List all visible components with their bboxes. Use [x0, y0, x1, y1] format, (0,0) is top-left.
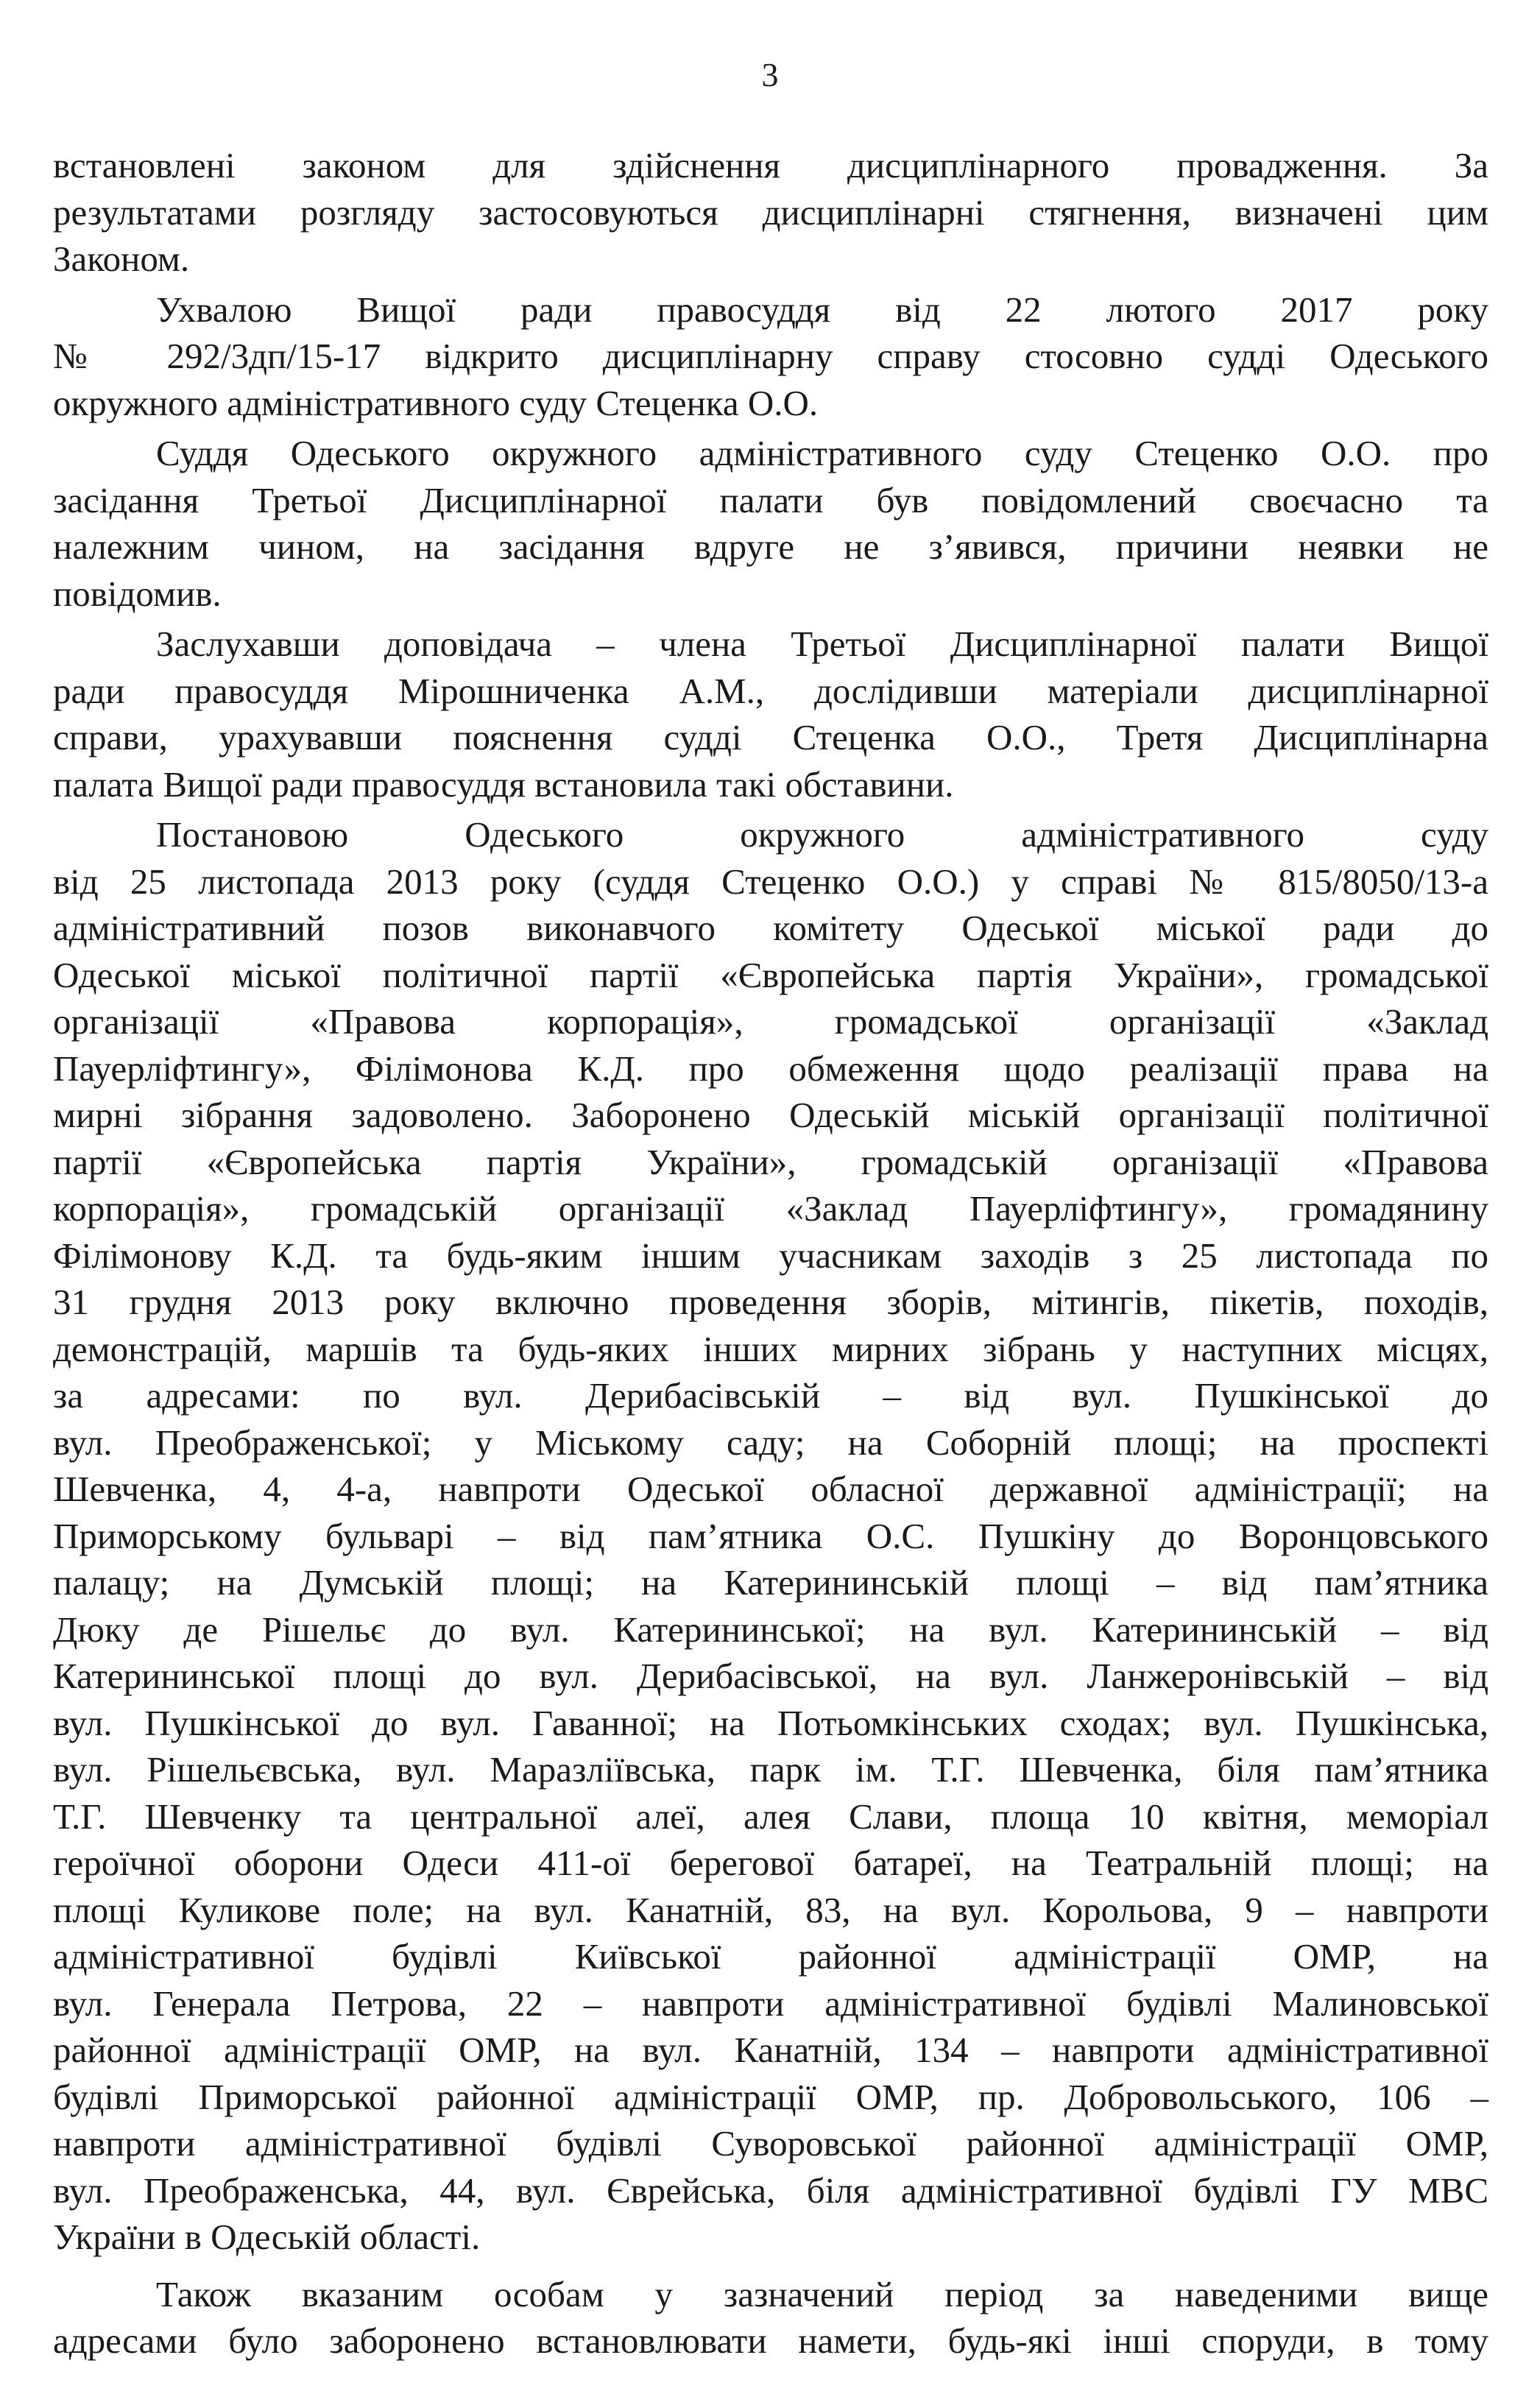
paragraph: [53, 142, 1488, 283]
text-line: результатами розгляду застосовуються дисциплінарні стягнення, визначені цим: [53, 191, 1488, 233]
text-line: справи, урахувавши пояснення судді Стеценка О.О., Третя Дисциплінарна: [53, 717, 1488, 758]
text-line: за адресами: по вул. Дерибасівській – від вул. Пушкінської до: [53, 1375, 1488, 1416]
text-line: Філімонову К.Д. та будь-яким іншим учасникам заходів з 25 листопада по: [53, 1235, 1488, 1276]
text-line: № 292/3дп/15-17 відкрито дисциплінарну справу стосовно судді Одеського: [53, 336, 1488, 376]
paragraph: [53, 430, 1488, 617]
page-number: 3: [761, 56, 779, 93]
text-line: України в Одеській області.: [53, 2217, 481, 2257]
text-line: Суддя Одеського окружного адміністративного суду Стеценко О.О. про: [156, 433, 1488, 473]
text-line: районної адміністрації ОМР, на вул. Канатній, 134 – навпроти адміністративної: [53, 2030, 1488, 2070]
text-line: адресами було заборонено встановлювати намети, будь-які інші споруди, в тому: [53, 2320, 1488, 2361]
text-line: Пауерліфтингу», Філімонова К.Д. про обмеження щодо реалізації права на: [53, 1048, 1488, 1089]
paragraph: [53, 286, 1488, 427]
text-line: вул. Пушкінської до вул. Гаванної; на Потьомкінських сходах; вул. Пушкінська,: [53, 1702, 1488, 1743]
paragraph: [53, 811, 1488, 2261]
text-line: площі Куликове поле; на вул. Канатній, 83, на вул. Корольова, 9 – навпроти: [53, 1889, 1488, 1930]
text-line: від 25 листопада 2013 року (суддя Стеценко О.О.) у справі № 815/8050/13-а: [53, 861, 1488, 902]
text-line: засідання Третьої Дисциплінарної палати був повідомлений своєчасно та: [53, 479, 1488, 520]
text-line: Т.Г. Шевченку та центральної алеї, алея Слави, площа 10 квітня, меморіал: [53, 1796, 1488, 1837]
text-line: адміністративної будівлі Київської районної адміністрації ОМР, на: [53, 1936, 1488, 1977]
text-line: встановлені законом для здійснення дисциплінарного провадження. За: [53, 145, 1488, 186]
text-line: героїчної оборони Одеси 411-ої берегової батареї, на Театральній площі; на: [53, 1843, 1488, 1883]
text-line: палата Вищої ради правосуддя встановила такі обставини.: [53, 763, 954, 805]
text-line: Одеської міської політичної партії «Європейська партія України», громадської: [53, 954, 1488, 995]
text-line: мирні зібрання задоволено. Заборонено Одеській міській організації політичної: [53, 1095, 1488, 1135]
text-line: Ухвалою Вищої ради правосуддя від 22 лютого 2017 року: [156, 289, 1488, 330]
text-line: організації «Правова корпорація», громадської організації «Заклад: [53, 1001, 1488, 1042]
text-line: партії «Європейська партія України», громадській організації «Правова: [53, 1141, 1488, 1182]
text-line: адміністративний позов виконавчого комітету Одеської міської ради до: [53, 908, 1488, 948]
text-line: палацу; на Думській площі; на Катерининській площі – від пам’ятника: [53, 1562, 1488, 1603]
text-line: ради правосуддя Мірошниченка А.М., дослідивши матеріали дисциплінарної: [53, 670, 1488, 711]
text-line: 31 грудня 2013 року включно проведення зборів, мітингів, пікетів, походів,: [53, 1282, 1488, 1322]
text-line: Постановою Одеського окружного адміністративного суду: [156, 814, 1488, 855]
text-line: Законом.: [53, 239, 190, 279]
text-line: Також вказаним особам у зазначений період за наведеними вище: [156, 2273, 1488, 2314]
paragraph: [53, 2271, 1488, 2365]
text-line: повідомив.: [53, 573, 222, 614]
text-line: будівлі Приморської районної адміністрації ОМР, пр. Добровольського, 106 –: [53, 2076, 1488, 2117]
text-line: Шевченка, 4, 4-а, навпроти Одеської обласної державної адміністрації; на: [53, 1469, 1488, 1509]
text-line: вул. Преображенської; у Міському саду; на Соборній площі; на проспекті: [53, 1422, 1488, 1463]
text-line: навпроти адміністративної будівлі Суворовської районної адміністрації ОМР,: [53, 2123, 1488, 2164]
text-line: належним чином, на засідання вдруге не з’явився, причини неявки не: [53, 526, 1488, 567]
text-line: демонстрацій, маршів та будь-яких інших мирних зібрань у наступних місцях,: [53, 1328, 1488, 1369]
text-line: корпорація», громадській організації «Заклад Пауерліфтингу», громадянину: [53, 1188, 1488, 1229]
text-line: Заслухавши доповідача – члена Третьої Дисциплінарної палати Вищої: [156, 624, 1488, 664]
text-line: вул. Рішельєвська, вул. Маразліївська, парк ім. Т.Г. Шевченка, біля пам’ятника: [53, 1749, 1488, 1790]
text-line: вул. Генерала Петрова, 22 – навпроти адміністративної будівлі Малиновської: [53, 1982, 1488, 2024]
text-line: вул. Преображенська, 44, вул. Єврейська, біля адміністративної будівлі ГУ МВС: [53, 2169, 1488, 2211]
document-body: [53, 138, 1488, 2365]
text-line: окружного адміністративного суду Стеценка О.О.: [53, 382, 819, 423]
paragraph: [53, 621, 1488, 808]
text-line: Дюку де Рішельє до вул. Катерининської; на вул. Катерининській – від: [53, 1609, 1488, 1650]
text-line: Катерининської площі до вул. Дерибасівської, на вул. Ланжеронівській – від: [53, 1656, 1488, 1696]
text-line: Приморському бульварі – від пам’ятника О.С. Пушкіну до Воронцовського: [53, 1515, 1488, 1556]
